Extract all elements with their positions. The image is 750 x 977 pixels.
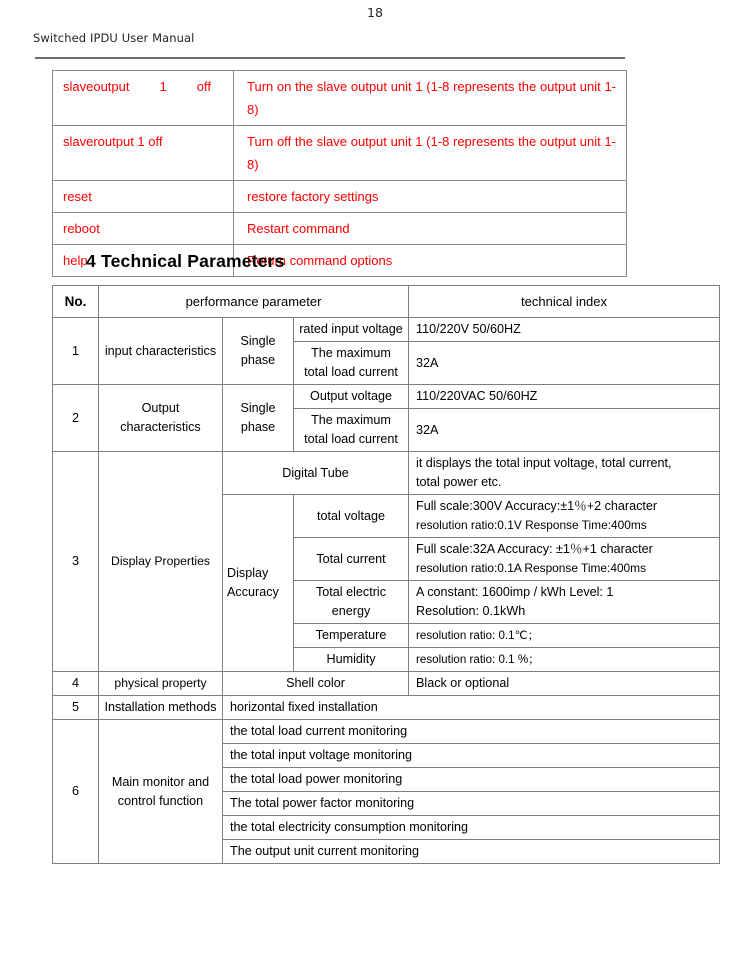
row-number: 6 [53, 720, 99, 864]
display-accuracy-label-text: Display Accuracy [227, 566, 279, 599]
row-category: Output characteristics [99, 385, 223, 452]
command-description-cell: Turn on the slave output unit 1 (1-8 represents the output unit 1-8) [234, 71, 627, 126]
parameter-label-line1: The maximum [311, 346, 391, 360]
parameter-label [294, 581, 409, 624]
table-header-row [53, 286, 720, 318]
parameter-label: Temperature [294, 624, 409, 648]
parameter-value [409, 581, 720, 624]
function-item: The total power factor monitoring [223, 792, 720, 816]
table-row [53, 452, 720, 495]
row-category: Installation methods [99, 696, 223, 720]
command-name-cell: slaveoutput 1 off [53, 71, 234, 126]
function-item: the total load power monitoring [223, 768, 720, 792]
command-description-cell: Restart command [234, 213, 627, 245]
row-category: Display Properties [99, 452, 223, 672]
parameter-label: Shell color [223, 672, 409, 696]
parameter-label: rated input voltage [294, 318, 409, 342]
parameter-value: Black or optional [409, 672, 720, 696]
display-accuracy-label [223, 495, 294, 672]
parameter-label [294, 342, 409, 385]
command-description-cell: restore factory settings [234, 181, 627, 213]
parameter-value: 110/220VAC 50/60HZ [409, 385, 720, 409]
header-performance-parameter: performance parameter [99, 286, 409, 318]
parameter-value-line1: Full scale:300V Accuracy:±1％+2 character [416, 499, 658, 513]
command-description-cell: Turn off the slave output unit 1 (1-8 represents the output unit 1-8) [234, 126, 627, 181]
parameter-label-line2: total load current [304, 365, 398, 379]
manual-title: Switched IPDU User Manual [33, 31, 195, 45]
digital-tube-value-line1: it displays the total input voltage, total current, [416, 456, 672, 470]
parameter-value-line1: Full scale:32A Accuracy: ±1％+1 character [416, 542, 653, 556]
command-reference-table [52, 70, 627, 277]
parameter-value: resolution ratio: 0.1 %； [409, 648, 720, 672]
parameter-label: total voltage [294, 495, 409, 538]
row-category: input characteristics [99, 318, 223, 385]
parameter-value: resolution ratio: 0.1℃； [409, 624, 720, 648]
parameter-label: Total current [294, 538, 409, 581]
parameter-label-line2: total load current [304, 432, 398, 446]
row-category: Main monitor and control function [99, 720, 223, 864]
parameter-value [409, 538, 720, 581]
table-row [53, 318, 720, 342]
table-row [53, 71, 627, 126]
command-name-cell: slaveroutput 1 off [53, 126, 234, 181]
row-phase: Single phase [223, 318, 294, 385]
section-heading: 4 Technical Parameters [86, 251, 285, 271]
header-divider-rule [35, 57, 625, 59]
parameter-label-line2: energy [331, 604, 371, 618]
command-name-cell: reboot [53, 213, 234, 245]
row-number: 3 [53, 452, 99, 672]
digital-tube-label: Digital Tube [223, 452, 409, 495]
row-number: 5 [53, 696, 99, 720]
row-number: 1 [53, 318, 99, 385]
row-number: 2 [53, 385, 99, 452]
parameter-value-line2: resolution ratio:0.1A Response Time:400ms [416, 561, 647, 575]
parameter-value: 32A [409, 409, 720, 452]
header-no: No. [53, 286, 99, 318]
table-row [53, 181, 627, 213]
parameter-value-line1: A constant: 1600imp / kWh Level: 1 [416, 585, 614, 599]
row-number: 4 [53, 672, 99, 696]
command-name-cell: help [53, 245, 234, 277]
parameter-label [294, 409, 409, 452]
digital-tube-value-line2: total power etc. [416, 475, 502, 489]
page-number: 18 [367, 5, 383, 20]
table-row [53, 385, 720, 409]
row-category: physical property [99, 672, 223, 696]
parameter-value [409, 495, 720, 538]
function-item: the total input voltage monitoring [223, 744, 720, 768]
parameter-value: horizontal fixed installation [223, 696, 720, 720]
parameter-label-line1: Total electric [316, 585, 386, 599]
function-item: the total load current monitoring [223, 720, 720, 744]
table-row [53, 696, 720, 720]
digital-tube-value [409, 452, 720, 495]
parameter-label-line1: The maximum [311, 413, 391, 427]
parameter-value-line2: resolution ratio:0.1V Response Time:400ms [416, 518, 647, 532]
parameter-label: Humidity [294, 648, 409, 672]
parameter-value-line2: Resolution: 0.1kWh [416, 604, 526, 618]
function-item: The output unit current monitoring [223, 840, 720, 864]
table-row [53, 672, 720, 696]
table-row [53, 213, 627, 245]
command-description-cell: Return command options [234, 245, 627, 277]
function-item: the total electricity consumption monitoring [223, 816, 720, 840]
parameter-value: 32A [409, 342, 720, 385]
command-name-cell: reset [53, 181, 234, 213]
table-row [53, 126, 627, 181]
parameter-label: Output voltage [294, 385, 409, 409]
parameter-value: 110/220V 50/60HZ [409, 318, 720, 342]
header-technical-index: technical index [409, 286, 720, 318]
table-row [53, 720, 720, 744]
technical-parameters-table [52, 285, 720, 864]
row-phase: Single phase [223, 385, 294, 452]
